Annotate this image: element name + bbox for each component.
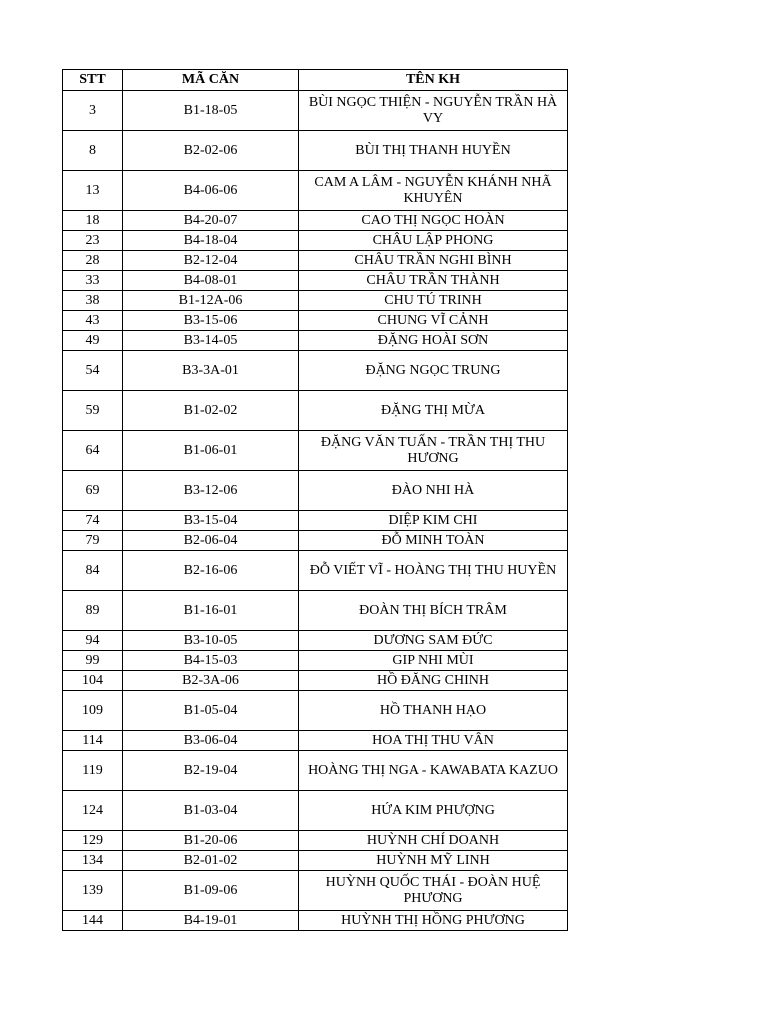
- cell-stt: 104: [63, 671, 123, 691]
- cell-ma-can: B2-01-02: [123, 851, 299, 871]
- header-ma-can: MÃ CĂN: [123, 70, 299, 91]
- cell-ma-can: B4-20-07: [123, 211, 299, 231]
- cell-ten-kh: CHÂU LẬP PHONG: [299, 231, 568, 251]
- cell-ten-kh: DƯƠNG SAM ĐỨC: [299, 631, 568, 651]
- table-row: [63, 211, 568, 231]
- cell-stt: 13: [63, 171, 123, 211]
- cell-stt: 109: [63, 691, 123, 731]
- cell-ma-can: B1-03-04: [123, 791, 299, 831]
- cell-stt: 139: [63, 871, 123, 911]
- table-row: [63, 391, 568, 431]
- cell-stt: 3: [63, 91, 123, 131]
- table-row: [63, 671, 568, 691]
- cell-ten-kh: HUỲNH QUỐC THÁI - ĐOÀN HUỆ PHƯƠNG: [299, 871, 568, 911]
- cell-ma-can: B2-19-04: [123, 751, 299, 791]
- cell-ten-kh: ĐỖ MINH TOÀN: [299, 531, 568, 551]
- cell-ma-can: B3-10-05: [123, 631, 299, 651]
- cell-stt: 84: [63, 551, 123, 591]
- header-row: [63, 70, 568, 91]
- cell-ten-kh: ĐOÀN THỊ BÍCH TRÂM: [299, 591, 568, 631]
- table-row: [63, 651, 568, 671]
- cell-ma-can: B3-12-06: [123, 471, 299, 511]
- cell-stt: 38: [63, 291, 123, 311]
- table-row: [63, 631, 568, 651]
- cell-ten-kh: GIP NHI MÙI: [299, 651, 568, 671]
- cell-ten-kh: BÙI NGỌC THIỆN - NGUYỄN TRẦN HÀ VY: [299, 91, 568, 131]
- cell-stt: 23: [63, 231, 123, 251]
- cell-stt: 119: [63, 751, 123, 791]
- table-row: [63, 851, 568, 871]
- cell-stt: 33: [63, 271, 123, 291]
- cell-ten-kh: HỒ ĐĂNG CHINH: [299, 671, 568, 691]
- cell-ten-kh: CHÂU TRẦN NGHI BÌNH: [299, 251, 568, 271]
- cell-ma-can: B4-18-04: [123, 231, 299, 251]
- cell-stt: 49: [63, 331, 123, 351]
- cell-stt: 8: [63, 131, 123, 171]
- cell-ten-kh: DIỆP KIM CHI: [299, 511, 568, 531]
- table-row: [63, 171, 568, 211]
- cell-stt: 54: [63, 351, 123, 391]
- cell-ten-kh: CHÂU TRẦN THÀNH: [299, 271, 568, 291]
- cell-ma-can: B2-16-06: [123, 551, 299, 591]
- table-row: [63, 271, 568, 291]
- cell-ten-kh: HOÀNG THỊ NGA - KAWABATA KAZUO: [299, 751, 568, 791]
- cell-ten-kh: ĐẶNG VĂN TUẤN - TRẦN THỊ THU HƯƠNG: [299, 431, 568, 471]
- cell-ma-can: B2-02-06: [123, 131, 299, 171]
- table-row: [63, 471, 568, 511]
- cell-ma-can: B3-15-06: [123, 311, 299, 331]
- cell-ten-kh: HOA THỊ THU VÂN: [299, 731, 568, 751]
- table-row: [63, 231, 568, 251]
- cell-ten-kh: HUỲNH THỊ HỒNG PHƯƠNG: [299, 911, 568, 931]
- cell-stt: 18: [63, 211, 123, 231]
- cell-stt: 59: [63, 391, 123, 431]
- cell-ma-can: B1-05-04: [123, 691, 299, 731]
- cell-stt: 28: [63, 251, 123, 271]
- cell-stt: 129: [63, 831, 123, 851]
- cell-stt: 124: [63, 791, 123, 831]
- cell-ma-can: B4-08-01: [123, 271, 299, 291]
- table-row: [63, 351, 568, 391]
- table-row: [63, 431, 568, 471]
- cell-stt: 94: [63, 631, 123, 651]
- cell-ten-kh: ĐẶNG THỊ MỪA: [299, 391, 568, 431]
- cell-ma-can: B4-19-01: [123, 911, 299, 931]
- cell-stt: 144: [63, 911, 123, 931]
- cell-stt: 64: [63, 431, 123, 471]
- table-row: [63, 531, 568, 551]
- cell-ma-can: B1-12A-06: [123, 291, 299, 311]
- table-row: [63, 331, 568, 351]
- cell-stt: 99: [63, 651, 123, 671]
- cell-ten-kh: HUỲNH MỸ LINH: [299, 851, 568, 871]
- table-row: [63, 291, 568, 311]
- table-row: [63, 731, 568, 751]
- cell-ma-can: B1-09-06: [123, 871, 299, 911]
- cell-ten-kh: CAO THỊ NGỌC HOÀN: [299, 211, 568, 231]
- cell-stt: 114: [63, 731, 123, 751]
- table-body: [63, 91, 568, 931]
- cell-ten-kh: HỒ THANH HẠO: [299, 691, 568, 731]
- cell-ten-kh: ĐÀO NHI HÀ: [299, 471, 568, 511]
- cell-stt: 69: [63, 471, 123, 511]
- cell-stt: 134: [63, 851, 123, 871]
- table-row: [63, 831, 568, 851]
- cell-ma-can: B2-12-04: [123, 251, 299, 271]
- table-row: [63, 691, 568, 731]
- cell-ten-kh: CAM A LÂM - NGUYỄN KHÁNH NHÃ KHUYÊN: [299, 171, 568, 211]
- cell-ma-can: B1-16-01: [123, 591, 299, 631]
- table-row: [63, 311, 568, 331]
- table-row: [63, 791, 568, 831]
- cell-ma-can: B2-06-04: [123, 531, 299, 551]
- cell-ten-kh: ĐỖ VIẾT VĨ - HOÀNG THỊ THU HUYỀN: [299, 551, 568, 591]
- table-row: [63, 91, 568, 131]
- cell-ten-kh: ĐẶNG NGỌC TRUNG: [299, 351, 568, 391]
- table-row: [63, 591, 568, 631]
- table-row: [63, 131, 568, 171]
- cell-ma-can: B3-14-05: [123, 331, 299, 351]
- cell-ma-can: B3-06-04: [123, 731, 299, 751]
- table-row: [63, 751, 568, 791]
- table-row: [63, 871, 568, 911]
- cell-stt: 43: [63, 311, 123, 331]
- table-row: [63, 911, 568, 931]
- cell-ma-can: B4-06-06: [123, 171, 299, 211]
- header-stt: STT: [63, 70, 123, 91]
- cell-stt: 89: [63, 591, 123, 631]
- cell-ma-can: B3-15-04: [123, 511, 299, 531]
- cell-ten-kh: HUỲNH CHÍ DOANH: [299, 831, 568, 851]
- table-row: [63, 551, 568, 591]
- cell-ma-can: B3-3A-01: [123, 351, 299, 391]
- cell-ten-kh: CHU TÚ TRINH: [299, 291, 568, 311]
- cell-ma-can: B4-15-03: [123, 651, 299, 671]
- table-row: [63, 511, 568, 531]
- cell-stt: 74: [63, 511, 123, 531]
- table-row: [63, 251, 568, 271]
- cell-ma-can: B1-20-06: [123, 831, 299, 851]
- cell-ten-kh: BÙI THỊ THANH HUYỀN: [299, 131, 568, 171]
- cell-ten-kh: ĐẶNG HOÀI SƠN: [299, 331, 568, 351]
- cell-ma-can: B1-18-05: [123, 91, 299, 131]
- customer-table: [62, 69, 568, 931]
- cell-ma-can: B2-3A-06: [123, 671, 299, 691]
- header-ten-kh: TÊN KH: [299, 70, 568, 91]
- cell-ten-kh: HỨA KIM PHƯỢNG: [299, 791, 568, 831]
- cell-ma-can: B1-02-02: [123, 391, 299, 431]
- cell-ma-can: B1-06-01: [123, 431, 299, 471]
- cell-stt: 79: [63, 531, 123, 551]
- cell-ten-kh: CHUNG VĨ CẢNH: [299, 311, 568, 331]
